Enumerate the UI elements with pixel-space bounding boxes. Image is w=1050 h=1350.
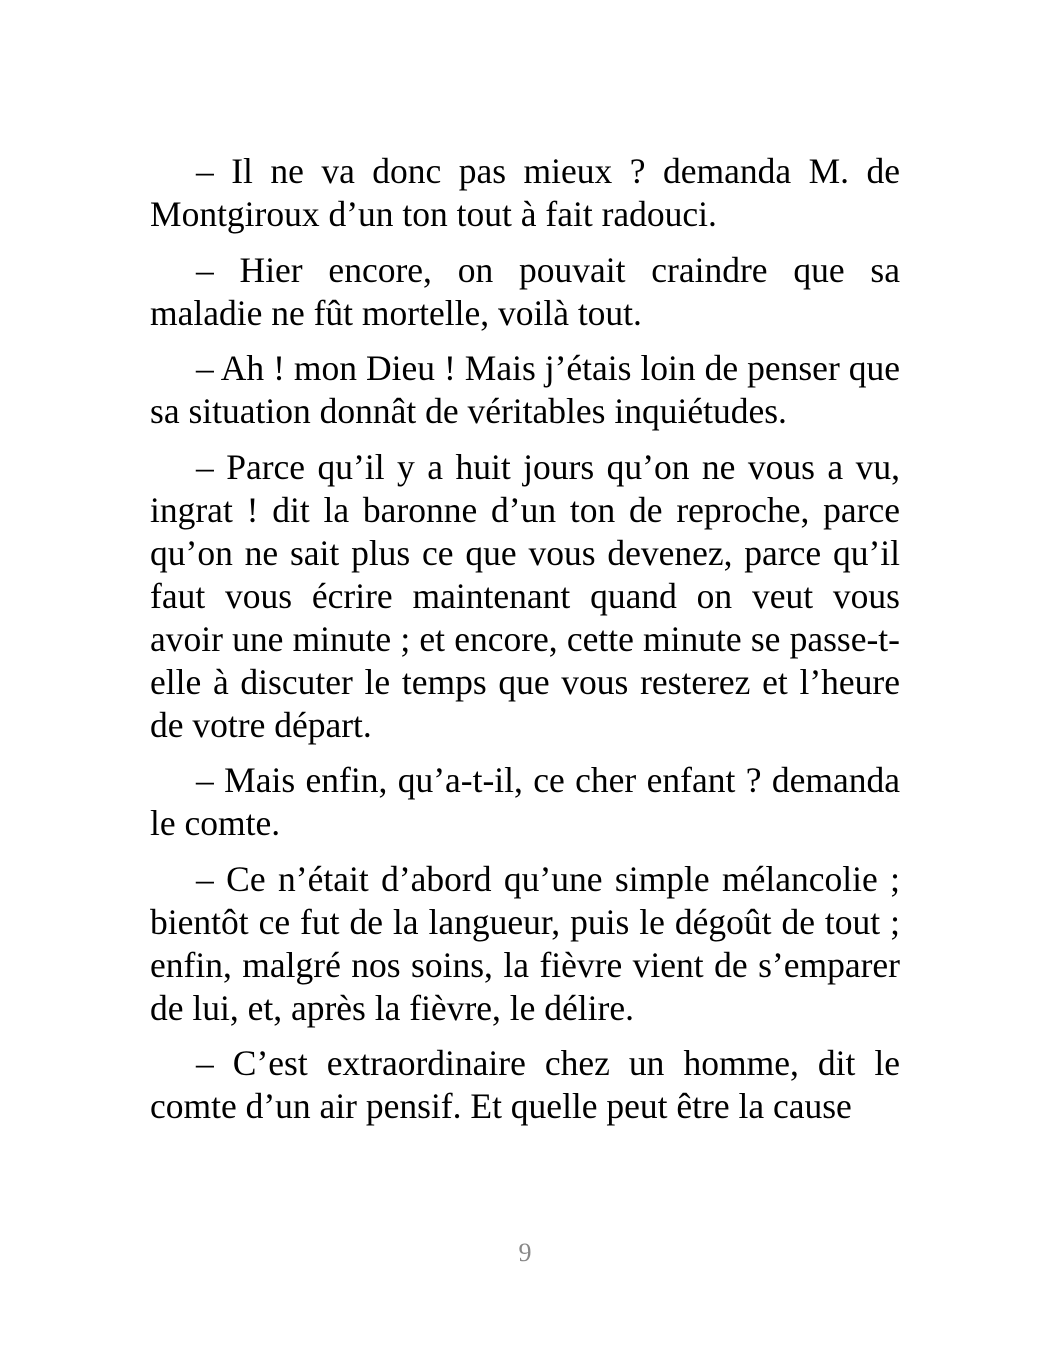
dialogue-paragraph-5: – Mais enfin, qu’a-t-il, ce cher enfant ? demanda le comte. <box>150 760 900 843</box>
dialogue-paragraph-1: – Il ne va donc pas mieux ? demanda M. de Montgiroux d’un ton tout à fait radouci. <box>150 151 900 234</box>
dialogue-paragraph-2: – Hier encore, on pouvait craindre que sa maladie ne fût mortelle, voilà tout. <box>150 249 900 333</box>
dialogue-paragraph-7: – C’est extraordinaire chez un homme, dit le comte d’un air pensif. Et quelle peut être la cause <box>150 1043 900 1126</box>
page-number: 9 <box>518 1238 532 1267</box>
dialogue-paragraph-6: – Ce n’était d’abord qu’une simple mélancolie ; bientôt ce fut de la langueur, puis le dégoût de tout ; enfin, malgré nos soins, la fièvre vient de s’emparer de lui, et, après la fièvre, le délire. <box>150 858 900 1028</box>
dialogue-paragraph-4: – Parce qu’il y a huit jours qu’on ne vous a vu, ingrat ! dit la baronne d’un ton de reproche, parce qu’on ne sait plus ce que vous devenez, parce qu’il faut vous écrire maintenant quand on veut vous avoir une minute ; et encore, cette minute se passe-t-elle à discuter le temps que vous resterez et l’heure de votre départ. <box>150 446 900 745</box>
dialogue-paragraph-3: – Ah ! mon Dieu ! Mais j’étais loin de penser que sa situation donnât de véritables inquiétudes. <box>150 348 900 431</box>
page-body <box>150 150 900 1128</box>
